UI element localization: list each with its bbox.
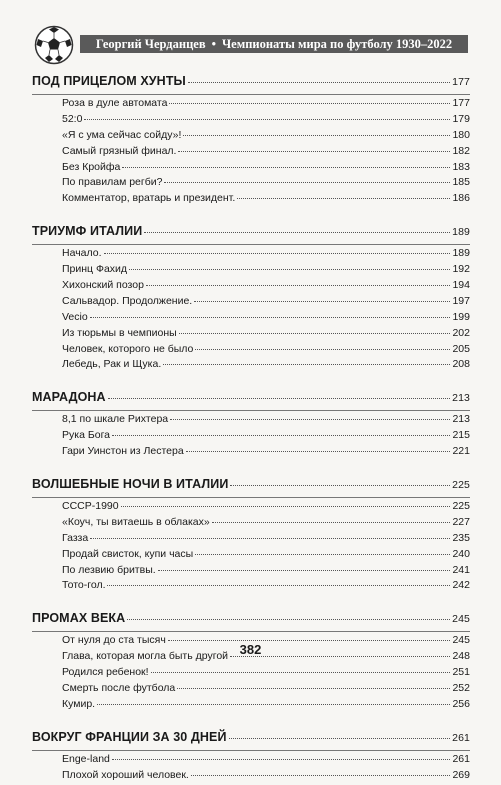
- section-page: 189: [452, 226, 470, 239]
- toc-entry: [32, 145, 470, 161]
- dot-leader: [112, 758, 451, 760]
- toc-section: [32, 730, 470, 785]
- entry-title: СССР-1990: [62, 500, 119, 513]
- section-rule: [32, 631, 470, 632]
- entry-page: 194: [452, 279, 470, 292]
- entry-page: 241: [452, 563, 470, 576]
- dot-leader: [84, 118, 450, 120]
- entry-title: Самый грязный финал.: [62, 144, 177, 157]
- section-title: ВОЛШЕБНЫЕ НОЧИ В ИТАЛИИ: [32, 477, 229, 492]
- dot-leader: [164, 181, 450, 183]
- entry-title: Человек, которого не было: [62, 342, 194, 355]
- section-rule: [32, 750, 470, 751]
- entry-page: 197: [452, 294, 470, 307]
- entry-page: 225: [452, 500, 470, 513]
- entry-title: 52:0: [62, 112, 83, 125]
- toc-entry: [32, 161, 470, 177]
- entry-title: Роза в дуле автомата: [62, 97, 168, 109]
- entry-title: Продай свисток, купи часы: [62, 547, 194, 560]
- entry-title: Сальвадор. Продолжение.: [62, 294, 193, 307]
- section-title: МАРАДОНА: [32, 390, 106, 405]
- entry-title: Комментатор, вратарь и президент.: [62, 192, 236, 205]
- toc-section: [32, 224, 470, 374]
- entry-title: Enge-land: [62, 752, 110, 765]
- entry-page: 202: [452, 326, 470, 339]
- dot-leader: [170, 418, 450, 420]
- header-separator: •: [211, 37, 216, 51]
- entry-page: 183: [452, 160, 470, 173]
- toc-entry: [32, 311, 470, 327]
- dot-leader: [230, 484, 450, 486]
- entry-page: 180: [452, 128, 470, 141]
- dot-leader: [127, 618, 450, 620]
- entry-page: 248: [452, 650, 470, 663]
- toc-entry: [32, 516, 470, 532]
- section-rule: [32, 497, 470, 498]
- dot-leader: [108, 397, 451, 399]
- entry-title: Принц Фахид: [62, 263, 128, 276]
- entry-page: 189: [452, 247, 470, 260]
- section-heading: [32, 730, 470, 748]
- dot-leader: [122, 166, 450, 168]
- dot-leader: [237, 197, 450, 199]
- toc-entry: [32, 532, 470, 548]
- entry-title: Лебедь, Рак и Щука.: [62, 358, 162, 371]
- toc-entry: [32, 753, 470, 769]
- toc-entry: [32, 682, 470, 698]
- entry-page: 182: [452, 144, 470, 157]
- section-page: 177: [452, 76, 470, 88]
- section-title: ПРОМАХ ВЕКА: [32, 611, 126, 626]
- entry-page: 269: [452, 768, 470, 781]
- dot-leader: [158, 569, 451, 571]
- toc-entry: [32, 445, 470, 461]
- section-heading: [32, 477, 470, 495]
- section-page: 213: [452, 392, 470, 405]
- section-rule: [32, 410, 470, 411]
- entry-page: 221: [452, 445, 470, 458]
- dot-leader: [169, 102, 450, 104]
- toc-entry: [32, 358, 470, 374]
- entry-page: 177: [452, 97, 470, 109]
- section-rule: [32, 94, 470, 95]
- entry-page: 215: [452, 429, 470, 442]
- header-author: Георгий Черданцев: [95, 37, 206, 51]
- dot-leader: [107, 584, 450, 586]
- entry-title: Из тюрьмы в чемпионы: [62, 326, 177, 339]
- entry-title: 8,1 по шкале Рихтера: [62, 413, 169, 426]
- entry-page: 245: [452, 634, 470, 647]
- dot-leader: [194, 300, 450, 302]
- toc-entry: [32, 176, 470, 192]
- toc-entry: [32, 97, 470, 113]
- section-page: 245: [452, 613, 470, 626]
- toc-entry: [32, 279, 470, 295]
- entry-title: Гари Уинстон из Лестера: [62, 445, 184, 458]
- dot-leader: [104, 252, 451, 254]
- entry-title: Тото-гол.: [62, 579, 106, 592]
- toc-entry: [32, 564, 470, 580]
- section-title: ТРИУМФ ИТАЛИИ: [32, 224, 143, 239]
- toc-entry: [32, 769, 470, 785]
- toc-entry: [32, 666, 470, 682]
- entry-title: Газза: [62, 531, 89, 544]
- toc-entry: [32, 247, 470, 263]
- entry-title: Кумир.: [62, 697, 96, 710]
- entry-title: Vecio: [62, 310, 88, 323]
- toc-section: [32, 390, 470, 461]
- toc-section: [32, 74, 470, 208]
- section-heading: [32, 611, 470, 629]
- entry-page: 185: [452, 176, 470, 189]
- dot-leader: [146, 284, 451, 286]
- dot-leader: [90, 316, 451, 318]
- toc-entry: [32, 579, 470, 595]
- dot-leader: [229, 737, 451, 739]
- table-of-contents: [32, 74, 470, 785]
- entry-title: Смерть после футбола: [62, 682, 176, 695]
- entry-title: По лезвию бритвы.: [62, 563, 156, 576]
- entry-title: От нуля до ста тысяч: [62, 634, 166, 647]
- section-heading: [32, 390, 470, 408]
- toc-entry: [32, 129, 470, 145]
- entry-page: 192: [452, 263, 470, 276]
- toc-entry: [32, 113, 470, 129]
- entry-title: По правилам регби?: [62, 176, 163, 189]
- entry-title: Родился ребенок!: [62, 666, 149, 679]
- soccer-ball-icon: [34, 25, 74, 65]
- section-rule: [32, 244, 470, 245]
- entry-page: 251: [452, 666, 470, 679]
- entry-title: Хихонский позор: [62, 279, 144, 292]
- toc-entry: [32, 263, 470, 279]
- entry-page: 261: [452, 752, 470, 765]
- dot-leader: [188, 81, 450, 83]
- entry-title: «Я с ума сейчас сойду»!: [62, 128, 182, 141]
- dot-leader: [144, 231, 450, 233]
- entry-title: Рука Бога: [62, 429, 111, 442]
- entry-page: 240: [452, 547, 470, 560]
- entry-title: Без Кройфа: [62, 160, 121, 173]
- dot-leader: [90, 537, 450, 539]
- toc-entry: [32, 343, 470, 359]
- section-title: ВОКРУГ ФРАНЦИИ ЗА 30 ДНЕЙ: [32, 729, 227, 744]
- section-heading: [32, 224, 470, 242]
- dot-leader: [191, 774, 451, 776]
- section-page: 225: [452, 479, 470, 492]
- dot-leader: [183, 134, 450, 136]
- entry-page: 208: [452, 358, 470, 371]
- dot-leader: [163, 363, 450, 365]
- entry-page: 205: [452, 342, 470, 355]
- toc-section: [32, 611, 470, 713]
- toc-entry: [32, 429, 470, 445]
- dot-leader: [129, 268, 450, 270]
- dot-leader: [177, 687, 450, 689]
- toc-entry: [32, 327, 470, 343]
- entry-page: 242: [452, 579, 470, 592]
- section-heading: [32, 74, 470, 92]
- entry-title: Начало.: [62, 247, 102, 260]
- page-header: [0, 0, 501, 70]
- header-band: [80, 35, 468, 53]
- entry-page: 227: [452, 515, 470, 528]
- dot-leader: [112, 434, 450, 436]
- entry-page: 179: [452, 112, 470, 125]
- section-page: 261: [452, 731, 470, 744]
- dot-leader: [179, 332, 451, 334]
- entry-title: Глава, которая могла быть другой: [62, 650, 229, 663]
- toc-entry: [32, 192, 470, 208]
- entry-title: «Коуч, ты витаешь в облаках»: [62, 515, 210, 528]
- entry-page: 235: [452, 531, 470, 544]
- dot-leader: [178, 150, 450, 152]
- toc-entry: [32, 500, 470, 516]
- entry-page: 199: [452, 310, 470, 323]
- entry-page: 186: [452, 192, 470, 205]
- entry-page: 213: [452, 413, 470, 426]
- toc-entry: [32, 698, 470, 714]
- header-book-title: Чемпионаты мира по футболу 1930–2022: [221, 37, 453, 51]
- entry-page: 252: [452, 682, 470, 695]
- section-title: ПОД ПРИЦЕЛОМ ХУНТЫ: [32, 74, 186, 88]
- toc-entry: [32, 548, 470, 564]
- dot-leader: [151, 671, 451, 673]
- toc-section: [32, 477, 470, 595]
- toc-entry: [32, 413, 470, 429]
- dot-leader: [195, 553, 450, 555]
- dot-leader: [121, 505, 451, 507]
- page-number: 382: [239, 642, 262, 657]
- dot-leader: [212, 521, 451, 523]
- dot-leader: [186, 450, 451, 452]
- entry-page: 256: [452, 697, 470, 710]
- dot-leader: [97, 703, 450, 705]
- entry-title: Плохой хороший человек.: [62, 768, 189, 781]
- toc-entry: [32, 295, 470, 311]
- dot-leader: [195, 348, 450, 350]
